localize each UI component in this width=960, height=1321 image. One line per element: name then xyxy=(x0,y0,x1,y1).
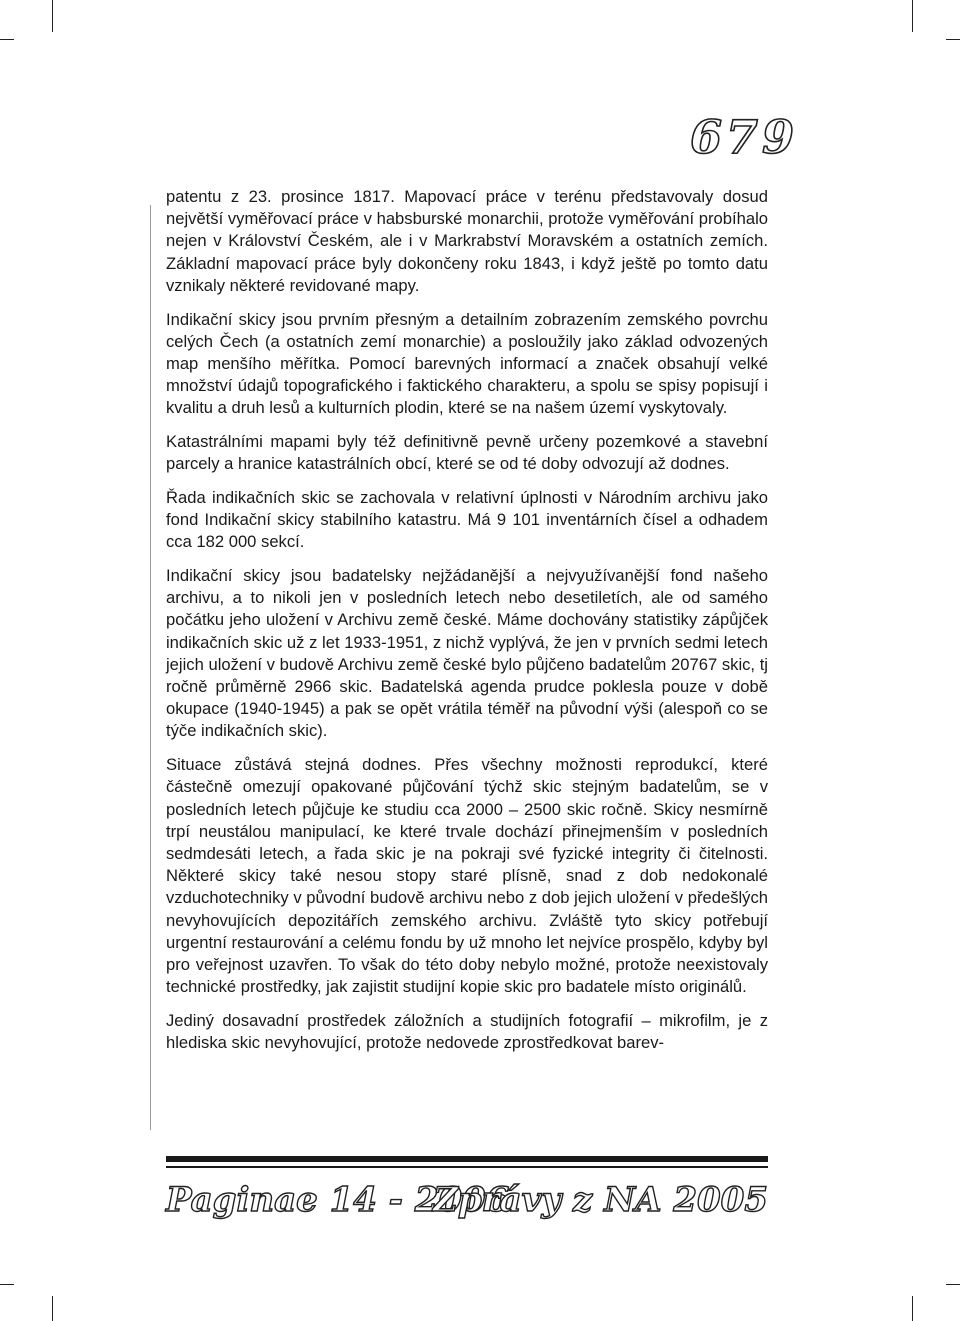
paragraph: Katastrálními mapami byly též definitivně pevně určeny pozemkové a stavební parcely a hranice katastrálních obcí, které se od té doby odvozují až dodnes. xyxy=(166,432,768,474)
crop-mark-top-left-vertical xyxy=(52,0,53,32)
crop-mark-bottom-left xyxy=(0,1284,14,1285)
paragraph: Situace zůstává stejná dodnes. Přes všechny možnosti reprodukcí, které částečně omezují opakované půjčování týchž skic stejným badatelům, se v posledních letech půjčuje ke studiu cca 2000 – 2500 skic ročně. Skicy nesmírně trpí neustálou manipulací, ke které trvale dochází přinejmenším v posledních sedmdesáti letech, a řada skic je na pokraji své fyzické integrity či čitelnosti. Některé skicy také nesou stopy staré plísně, snad z dob nedokonalé vzduchotechniky v původní budově archivu nebo z dob jejich uložení v předešlých nevyhovujících depozitářích zemského archivu. Zvláště tyto skicy potřebují urgentní restaurování a celému fondu by už mnoho let nejvíce prospělo, kdyby byl pro veřejnost uzavřen. To však do této doby nebylo možné, protože neexistovaly technické prostředky, jak zajistit studijní kopie skic pro badatele místo originálů. xyxy=(166,755,768,997)
crop-mark-top-right xyxy=(946,39,960,40)
paragraph: Jediný dosavadní prostředek záložních a studijních fotografií – mikrofilm, je z hlediska skic nevyhovující, protože nedovede zprostředkovat barev- xyxy=(166,1010,768,1053)
paragraph: Indikační skicy jsou badatelsky nejžádanější a nejvyužívanější fond našeho archivu, a to nikoli jen v posledních letech nebo desetiletích, ale od samého počátku jeho uložení v Archivu země české. Máme dochovány statistiky zápůjček indikačních skic už z let 1933-1951, z nichž vyplývá, že jen v prvních sedmi letech jejich uložení v budově Archivu země české bylo půjčeno badatelům 20767 skic, tj ročně průměrně 2966 skic. Badatelská agenda prudce poklesla pouze v době okupace (1940-1945) a pak se opět vrátila téměř na původní výši (alespoň co se týče indikačních skic). xyxy=(166,566,768,741)
crop-mark-bottom-right xyxy=(946,1284,960,1285)
article-body xyxy=(166,186,768,1066)
page-number: 679 xyxy=(689,110,798,164)
paragraph: Indikační skicy jsou prvním přesným a detailním zobrazením zemského povrchu celých Čech (a ostatních zemí monarchie) a posloužily jako základ odvozených map menšího měřítka. Pomocí barevných informací a značek obsahují velké množství údajů topografického i faktického charakteru, a spolu se spisy popisují i kvalitu a druh lesů a kulturních plodin, které se na našem území vyskytovaly. xyxy=(166,309,768,418)
footer-journal-title: Paginae 14 - 2006 xyxy=(166,1180,510,1220)
crop-mark-top-right-vertical xyxy=(912,0,913,32)
crop-mark-bottom-right-vertical xyxy=(912,1296,913,1321)
footer-issue-title: Zprávy z NA 2005 xyxy=(433,1180,768,1220)
footer-rule-thin xyxy=(166,1166,768,1168)
paragraph: patentu z 23. prosince 1817. Mapovací práce v terénu představovaly dosud největší vyměřovací práce v habsburské monarchii, protože vyměřování probíhalo nejen v Království Českém, ale i v Markrabství Moravském a ostatních zemích. Základní mapovací práce byly dokončeny roku 1843, i když ještě po tomto datu vznikaly některé revidované mapy. xyxy=(166,187,768,295)
footer-rule-thick xyxy=(166,1156,768,1162)
crop-mark-top-left xyxy=(0,39,14,40)
paragraph: Řada indikačních skic se zachovala v relativní úplnosti v Národním archivu jako fond Indikační skicy stabilního katastru. Má 9 101 inventárních čísel a odhadem cca 182 000 sekcí. xyxy=(166,487,768,552)
crop-mark-bottom-left-vertical xyxy=(52,1296,53,1321)
margin-rule xyxy=(150,205,151,1130)
